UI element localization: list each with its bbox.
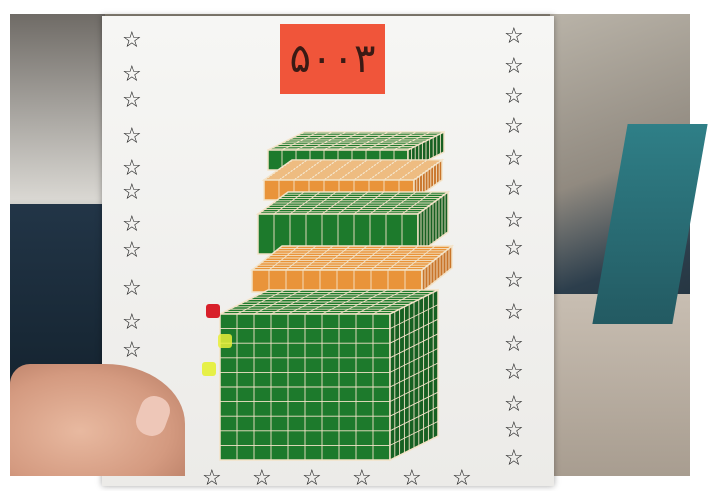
star-icon: ☆ <box>122 238 142 263</box>
star-icon: ☆ <box>122 156 142 181</box>
star-icon: ☆ <box>122 62 142 87</box>
star-icon: ☆ <box>122 310 142 335</box>
star-icon: ☆ <box>504 208 524 233</box>
star-icon: ☆ <box>122 88 142 113</box>
photo <box>10 14 690 491</box>
star-icon: ☆ <box>252 466 272 491</box>
star-icon: ☆ <box>504 84 524 109</box>
yellow-bead <box>218 334 232 348</box>
star-icon: ☆ <box>122 180 142 205</box>
star-icon: ☆ <box>504 332 524 357</box>
star-icon: ☆ <box>122 276 142 301</box>
star-icon: ☆ <box>504 54 524 79</box>
star-icon: ☆ <box>504 418 524 443</box>
star-icon: ☆ <box>504 268 524 293</box>
star-icon: ☆ <box>202 466 222 491</box>
star-icon: ☆ <box>504 146 524 171</box>
star-icon: ☆ <box>504 360 524 385</box>
star-icon: ☆ <box>504 236 524 261</box>
star-icon: ☆ <box>352 466 372 491</box>
star-icon: ☆ <box>504 300 524 325</box>
star-icon: ☆ <box>122 124 142 149</box>
star-icon: ☆ <box>302 466 322 491</box>
star-icon: ☆ <box>504 114 524 139</box>
number-label-text: ۵۰۰۳ <box>289 36 376 82</box>
star-icon: ☆ <box>504 176 524 201</box>
yellow-bead <box>202 362 216 376</box>
star-icon: ☆ <box>504 446 524 471</box>
star-icon: ☆ <box>452 466 472 491</box>
star-icon: ☆ <box>122 212 142 237</box>
star-icon: ☆ <box>122 28 142 53</box>
star-icon: ☆ <box>504 24 524 49</box>
star-icon: ☆ <box>402 466 422 491</box>
star-icon: ☆ <box>504 392 524 417</box>
red-bead <box>206 304 220 318</box>
star-icon: ☆ <box>122 338 142 363</box>
